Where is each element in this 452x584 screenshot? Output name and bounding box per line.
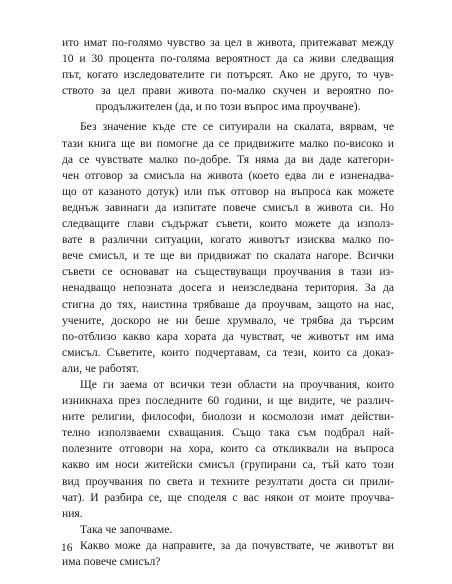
text-line: по-отблизо какво кара хората да чувстват, че животът им има [62,329,394,343]
text-line: ните религии, философи, биолози и космолози имат действи- [62,410,394,424]
text-line: какво им носи житейски смисъл (групирани са, тъй като този [62,458,394,472]
text-line: път, когато изследователите ги потърсят. Ако не друго, то чув- [62,68,394,82]
text-line: полезните отговори на хора, които са откликвали на въпроса [62,442,394,456]
text-line: изникнаха през последните 60 години, и ще видите, че различ- [62,394,394,408]
text-line: що от казаното дотук) или пък отговор на въпроса как можете [62,184,394,198]
text-line: стигна до тях, наистина трябваше да проучвам, защото на нас, [62,297,394,311]
text-line: следващите глави съдържат съвети, които можете да използ- [62,217,394,231]
text-line: да се чувствате малко по-добре. Тя няма да ви даде категори- [62,152,394,166]
text-line: има повече смисъл? [62,555,161,568]
text-line: Ще ги заема от всички тези области на проучвания, които [80,377,394,391]
text-line: продължителен (да, и по този въпрос има проучване). [95,100,361,114]
text-line: ненадващо непозната досега и неизследвана територия. За да [62,281,394,295]
text-line: Какво може да направите, за да почувствате, че животът ви [80,538,394,552]
page-number: 16 [61,542,73,554]
text-line: ито имат по-голямо чувство за цел в живота, притежават между [62,36,394,49]
text-line: чен отговор за смисъла на живота (което едва ли е изненадва- [62,168,394,182]
text-line: учените, доскоро не ни беше хрумвало, че трябва да търсим [62,313,394,327]
body-text [62,35,394,570]
text-line: телно използваеми схващания. Също така съм подбрал най- [62,426,394,440]
text-line: ния. [62,506,83,520]
text-line: тази книга ще ви помогне да се придвижите малко по-високо и [62,136,394,150]
text-line: веднъж завинаги да изпитате повече смисъл в живота си. Но [62,200,394,214]
text-line: смисъл. Съветите, които подчертавам, са тези, които са доказ- [62,345,394,359]
text-line: Без значение къде сте се ситуирали на скалата, вярвам, че [80,120,394,134]
text-line: вате в различни ситуации, когато животът изисква малко по- [62,233,394,247]
text-line: вид проучвания по света и техните резултати доста си прили- [62,474,394,488]
text-line: вече смисъл, и те ще ви придвижат по скалата нагоре. Всички [62,249,394,263]
text-line: ството за цел прави живота по-малко скучен и вероятно по- [62,84,394,98]
text-line: али, че работят. [62,361,139,375]
text-line: 10 и 30 процента по-голяма вероятност да са живи следващия [62,52,394,66]
text-line: Така че започваме. [80,522,173,536]
text-line: съвети се основават на съществуващи проучвания в тази из- [62,265,394,279]
text-line: чат). И разбира се, ще споделя с вас някои от моите проучва- [62,490,394,504]
